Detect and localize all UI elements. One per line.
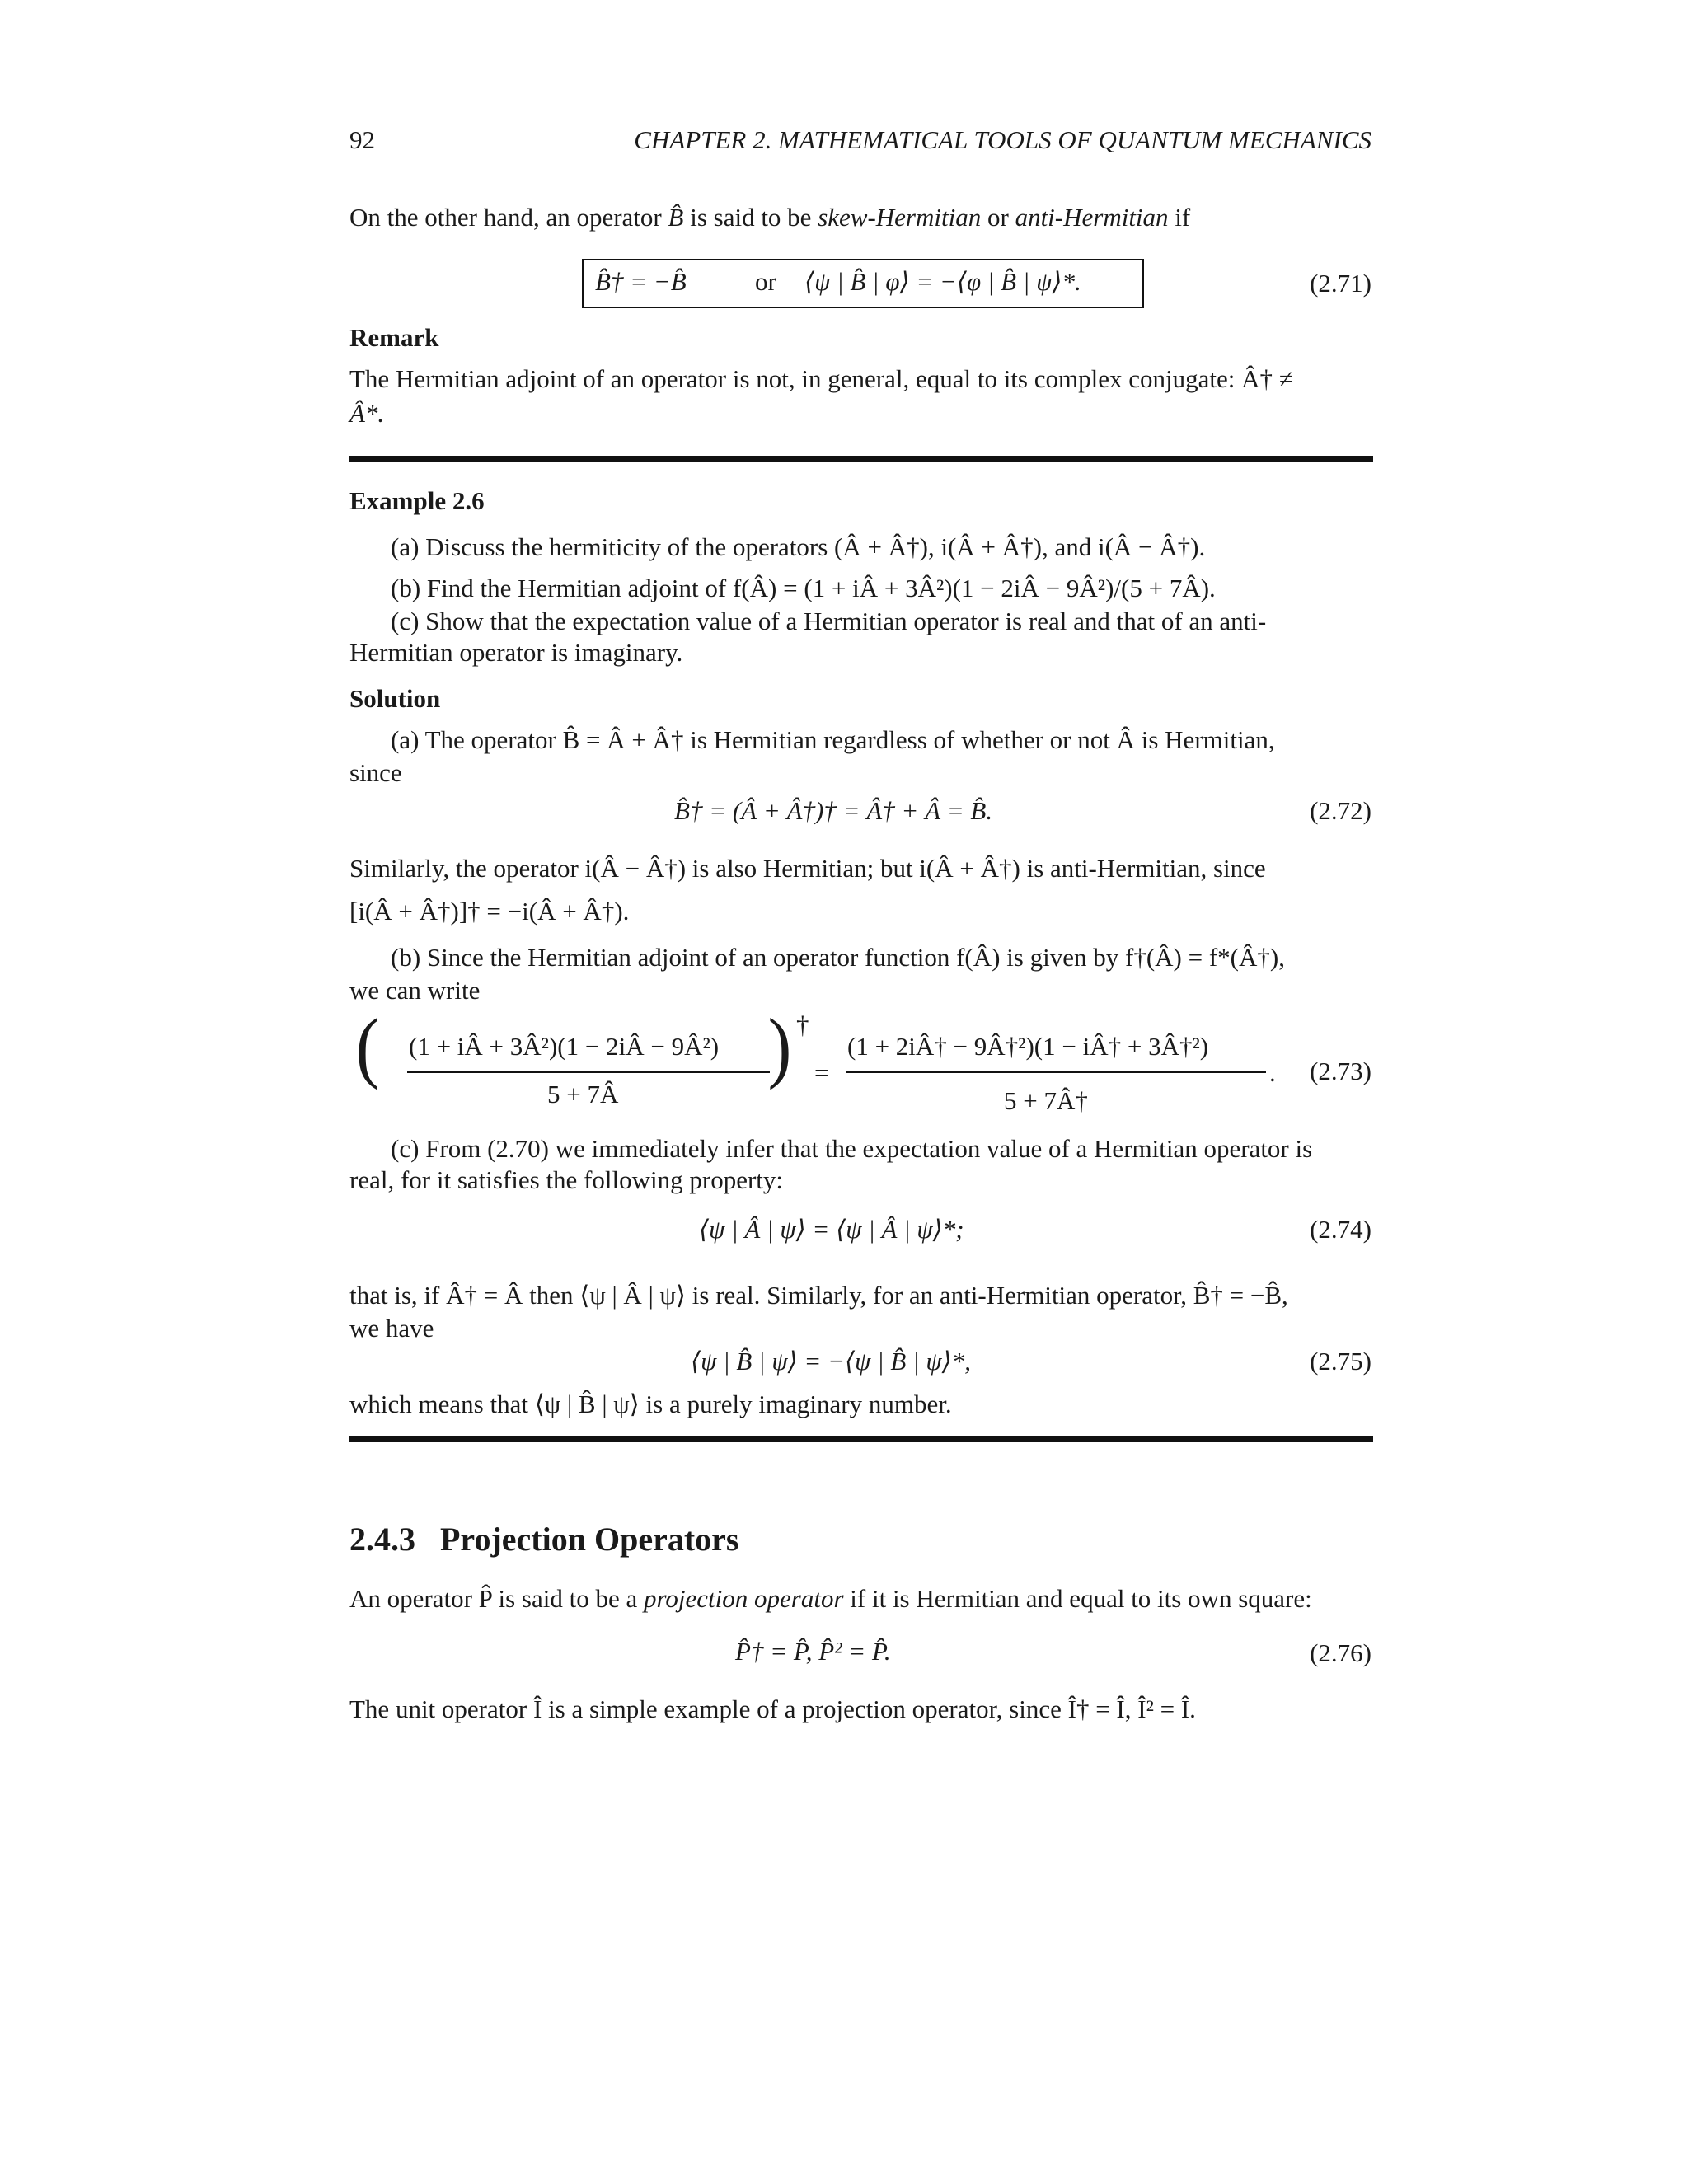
solution-c-line-2: real, for it satisfies the following property: [349,1165,784,1194]
solution-b-line-2: we can write [349,976,481,1005]
equation-2-73-lhs-fraction-bar [407,1071,770,1073]
equation-2-74: ⟨ψ | Â | ψ⟩ = ⟨ψ | Â | ψ⟩*; [699,1215,964,1244]
equation-2-71-or: or [755,267,776,296]
section-line-1 [349,1582,1312,1615]
equation-2-73-right-paren: ) [767,1002,792,1090]
solution-b-line-1: (b) Since the Hermitian adjoint of an operator function f(Â) is given by f†(Â) = f*(Â†), [391,943,1285,972]
equation-number-2-76: (2.76) [1310,1638,1372,1667]
section-last-line: The unit operator Î is a simple example of a projection operator, since Î† = Î, Î² = Î. [349,1694,1196,1723]
page-number: 92 [349,125,375,154]
example-top-rule [349,456,1373,462]
example-bottom-rule [349,1436,1373,1442]
remark-line-1: The Hermitian adjoint of an operator is not, in general, equal to its complex conjugate: Â† ≠ [349,364,1293,393]
example-part-b: (b) Find the Hermitian adjoint of f(Â) = (1 + iÂ + 3Â²)(1 − 2iÂ − 9Â²)/(5 + 7Â). [391,574,1216,602]
equation-2-71-left: B̂† = −B̂ [595,267,687,296]
intro-paragraph [349,201,1190,234]
equation-2-73-equals: = [814,1058,829,1087]
section-line-1-b: if it is Hermitian and equal to its own square: [843,1584,1312,1613]
section-number: 2.4.3 [349,1521,415,1558]
section-title: Projection Operators [440,1521,739,1558]
example-part-c-line-2: Hermitian operator is imaginary. [349,638,683,667]
remark-line-2: Â*. [349,399,385,428]
equation-number-2-73: (2.73) [1310,1057,1372,1085]
term-skew-hermitian: skew-Hermitian [818,203,982,232]
equation-number-2-71: (2.71) [1310,269,1372,298]
term-anti-hermitian: anti-Hermitian [1015,203,1169,232]
example-part-c-line-1: (c) Show that the expectation value of a Hermitian operator is real and that of an anti- [391,607,1267,635]
intro-text-b: is said to be [683,203,818,232]
section-heading [349,1520,738,1559]
equation-2-73-period: . [1269,1058,1276,1087]
solution-heading: Solution [349,684,441,713]
intro-op-b: B̂ [668,203,684,232]
term-projection-operator: projection operator [644,1584,844,1613]
equation-number-2-74: (2.74) [1310,1215,1372,1244]
example-heading: Example 2.6 [349,486,485,515]
equation-2-73-left-paren: ( [355,1002,380,1090]
section-line-1-a: An operator P̂ is said to be a [349,1584,644,1613]
similarly-line-2: [i(Â + Â†)]† = −i(Â + Â†). [349,897,630,926]
which-means-line: which means that ⟨ψ | B̂ | ψ⟩ is a purely imaginary number. [349,1390,952,1418]
equation-2-73-lhs-denominator: 5 + 7Â [547,1080,619,1108]
solution-c-line-1: (c) From (2.70) we immediately infer that the expectation value of a Hermitian operator is [391,1134,1313,1163]
solution-a-line-1: (a) The operator B̂ = Â + Â† is Hermitian regardless of whether or not Â is Hermitian, [391,725,1275,754]
equation-2-73-lhs-numerator: (1 + iÂ + 3Â²)(1 − 2iÂ − 9Â²) [409,1032,720,1061]
equation-number-2-75: (2.75) [1310,1347,1372,1376]
example-part-a: (a) Discuss the hermiticity of the operators (Â + Â†), i(Â + Â†), and i(Â − Â†). [391,532,1206,561]
thatis-line-2: we have [349,1314,434,1343]
equation-2-73-rhs-denominator: 5 + 7Â† [1004,1086,1088,1115]
running-title: CHAPTER 2. MATHEMATICAL TOOLS OF QUANTUM MECHANICS [634,125,1372,154]
remark-heading: Remark [349,323,439,352]
solution-a-line-2: since [349,758,402,787]
equation-2-73-dagger: † [796,1010,809,1039]
similarly-line-1: Similarly, the operator i(Â − Â†) is also Hermitian; but i(Â + Â†) is anti-Hermitian, since [349,854,1266,883]
equation-2-71-right: ⟨ψ | B̂ | φ⟩ = −⟨φ | B̂ | ψ⟩*. [804,267,1081,296]
intro-text-c: or [981,203,1015,232]
thatis-line-1: that is, if Â† = Â then ⟨ψ | Â | ψ⟩ is real. Similarly, for an anti-Hermitian operator, B̂† = −B̂, [349,1281,1288,1310]
equation-number-2-72: (2.72) [1310,796,1372,825]
equation-2-72: B̂† = (Â + Â†)† = Â† + Â = B̂. [674,796,993,825]
equation-2-73-rhs-numerator: (1 + 2iÂ† − 9Â†²)(1 − iÂ† + 3Â†²) [847,1032,1209,1061]
equation-2-75: ⟨ψ | B̂ | ψ⟩ = −⟨ψ | B̂ | ψ⟩*, [691,1347,971,1376]
intro-text-d: if [1168,203,1191,232]
intro-text-a: On the other hand, an operator [349,203,668,232]
equation-2-76: P̂† = P̂, P̂² = P̂. [735,1637,891,1666]
equation-2-73-rhs-fraction-bar [846,1071,1266,1073]
